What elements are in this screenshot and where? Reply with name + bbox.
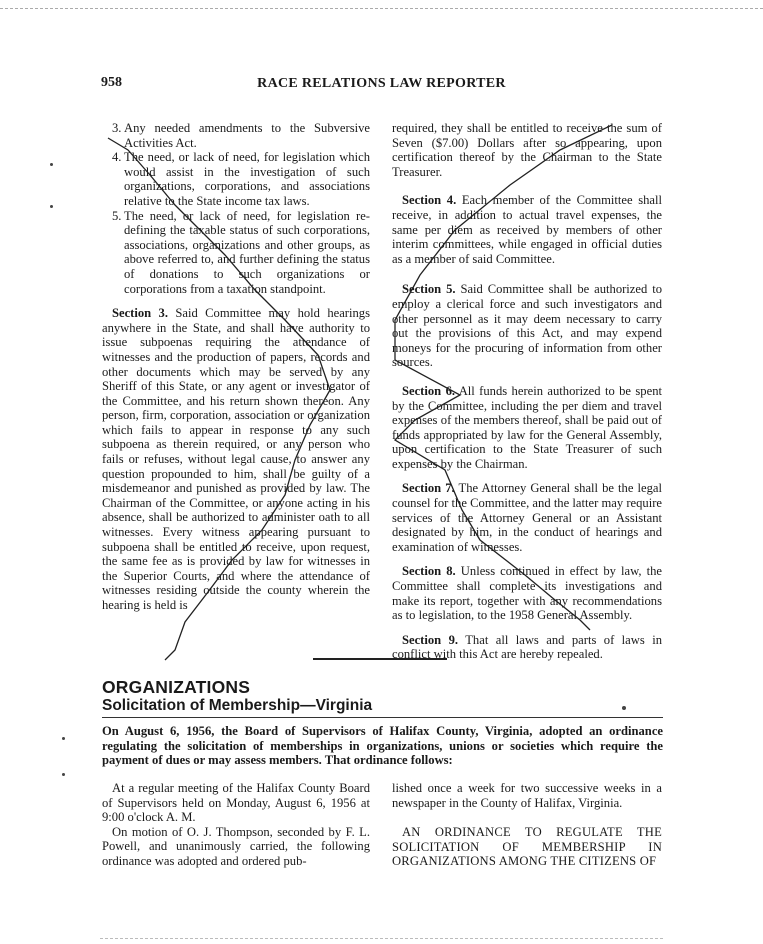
margin-speck [622, 706, 626, 710]
section-label: Section 7. [402, 481, 455, 496]
margin-speck [50, 205, 53, 208]
section-label: Section 3. [112, 306, 169, 321]
section-text: That all laws and parts of laws in conflict with this Act are hereby repealed. [392, 632, 662, 662]
list-item-3 [102, 121, 370, 150]
section-continuation: required, they shall be entitled to receive the sum of Seven ($7.00) Dollars after so appearing, upon certification thereof by the Chairman to the State Treasurer. [392, 121, 662, 179]
section-label: Section 5. [402, 282, 456, 297]
section-divider [313, 658, 447, 660]
meeting-paragraph: At a regular meeting of the Halifax County Board of Supervisors held on Monday, August 6, 1956 at 9:00 o'clock A. M. [102, 781, 370, 825]
list-item-5 [102, 209, 370, 297]
section-text: Said Committee may hold hearings anywhere in the State, and shall have authority to issue subpoenas requiring the attendance of witnesses and the production of papers, records and other documents which may be served by any Sheriff of this State, or any agent or investigator of the Committee, and his return shown thereon. Any person, firm, corporation, association or organization which fails to appear in response to any such subpoena as therein required, or any person who fails or refuses, without legal cause, to answer any question propounded to him, shall be guilty of a misdemeanor and punished as provided by law. The Chairman of the Committee, or anyone acting in his absence, shall be authorized to administer oath to all witnesses. Every witness appearing pursuant to subpoena shall be entitled to receive, upon request, the same fee as is provided by law for witnesses in the Superior Courts, and where the attendance of witnesses residing outside the county wherein the hearing is held is [102, 306, 370, 612]
list-item-4 [102, 150, 370, 208]
section-8 [392, 564, 662, 622]
list-item-text: The need, or lack of need, for legislation re-defining the taxable status of such corporations, associations, organizations and other groups, as above referred to, and further defining the status of donations to such organizations or corporations from a taxation standpoint. [124, 208, 370, 296]
section-label: Section 6. [402, 383, 456, 398]
section-text: All funds herein authorized to be spent by the Committee, including the per diem and travel expenses of the members thereof, shall be paid out of funds appropriated by law for the General Assembly, upon certification to the State Treasurer of such expenses by the Chairman. [392, 383, 662, 471]
section-subheading: Solicitation of Membership—Virginia [102, 697, 373, 714]
list-item-text: The need, or lack of need, for legislation which would assist in the investigation of such organizations, corporations, and associations relative to the State income tax laws. [124, 150, 370, 208]
motion-continuation: lished once a week for two successive weeks in a newspaper in the County of Halifax, Virginia. [392, 781, 662, 810]
section-6 [392, 384, 662, 472]
heading-rule [102, 717, 663, 718]
list-item-number: 3. [112, 121, 122, 135]
list-item-number: 4. [112, 150, 122, 165]
right-column [392, 121, 662, 662]
section-label: Section 8. [402, 564, 456, 579]
section-4 [392, 193, 662, 266]
section-5 [392, 282, 662, 370]
list-item-text: Any needed amendments to the Subversive Activities Act. [124, 121, 370, 150]
section-label: Section 4. [402, 193, 457, 208]
section-label: Section 9. [402, 632, 459, 647]
ordinance-left-column [102, 781, 370, 869]
ordinance-title: AN ORDINANCE TO REGULATE THE SOLICITATION OF MEMBERSHIP IN ORGANIZATIONS AMONG THE CITIZENS OF [392, 825, 662, 869]
section-text: Said Committee shall be authorized to employ a clerical force and such investigators and other personnel as it may deem necessary to carry out the provisions of this Act, and may expend moneys for the procuring of information from other sources. [392, 282, 662, 370]
section-text: Each member of the Committee shall receive, in addition to actual travel expenses, the same per diem as received by members of other interim committees, while engaged in official duties as a member of said Committee. [392, 193, 662, 266]
left-column [102, 121, 370, 613]
ordinance-right-column [392, 781, 662, 869]
section-3 [102, 306, 370, 612]
section-7 [392, 481, 662, 554]
margin-speck [62, 773, 65, 776]
section-text: Unless continued in effect by law, the Committee shall complete its investigations and make its report, together with any recommendations as to legislation, to the 1958 General Assembly. [392, 564, 662, 623]
motion-paragraph: On motion of O. J. Thompson, seconded by F. L. Powell, and unanimously carried, the following ordinance was adopted and ordered pub- [102, 824, 370, 868]
section-heading: ORGANIZATIONS [102, 677, 251, 697]
bottom-dashed-rule [100, 938, 663, 939]
running-head: RACE RELATIONS LAW REPORTER [257, 76, 506, 91]
section-text: The Attorney General shall be the legal counsel for the Committee, and the latter may require services of the Attorney General or an Assistant designated by him, in the conduct of hearings and examination of witnesses. [392, 481, 662, 554]
margin-speck [62, 737, 65, 740]
intro-paragraph: On August 6, 1956, the Board of Supervisors of Halifax County, Virginia, adopted an ordinance regulating the solicitation of memberships in organizations, unions or societies which require the payment of dues or may assess members. That ordinance follows: [102, 724, 663, 768]
top-dashed-rule [0, 8, 763, 9]
list-item-number: 5. [112, 208, 122, 223]
page-number: 958 [101, 75, 122, 90]
margin-speck [50, 163, 53, 166]
